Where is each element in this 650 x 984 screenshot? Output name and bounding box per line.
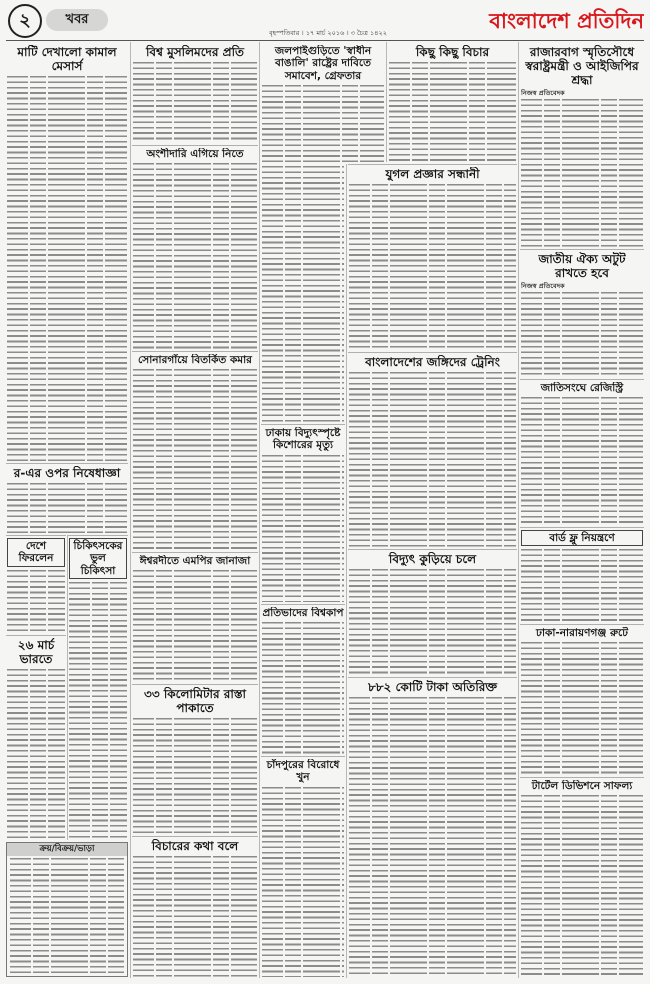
- article-muslims: [132, 43, 258, 143]
- article-unity: [520, 249, 644, 377]
- article-body-text: [349, 372, 516, 547]
- article-body-text: [7, 669, 65, 840]
- headline: মাটি দেখালো কামাল মেসার্স: [17, 45, 117, 74]
- column-rule: [259, 42, 260, 978]
- headline: চাঁদপুরের বিরোধে খুন: [266, 759, 340, 784]
- article-birdflu: [520, 527, 644, 622]
- column-rule: [518, 42, 519, 978]
- headline: যুগল প্রজ্ঞার সন্ধানী: [385, 167, 480, 181]
- article-body-text: [133, 718, 257, 834]
- article-couple: [348, 164, 517, 350]
- headline: কিছু কিছু বিচার: [415, 45, 490, 59]
- page-number-badge: ২: [8, 4, 42, 38]
- article-verdicts: [388, 43, 517, 162]
- classifieds-listings: [10, 858, 124, 974]
- date-line: বৃহস্পতিবার । ১৭ মার্চ ২০১৬ । ৩ চৈত্র ১৪২২: [269, 29, 387, 37]
- article-body-text: [133, 369, 257, 550]
- article-body-text: [7, 570, 65, 633]
- article-raw-ban: [6, 463, 128, 533]
- article-body-text: [349, 184, 516, 350]
- headline: বিদ্যুৎ কুড়িয়ে চলে: [388, 552, 477, 566]
- headline: বাংলাদেশের জঙ্গিদের ট্রেনিং: [365, 355, 500, 369]
- article-body-text: [521, 99, 643, 247]
- headline: টার্টেল ডিভিশনে সাফল্য: [531, 780, 633, 792]
- article-body-text: [7, 76, 127, 461]
- headline: বিশ্ব মুসলিমদের প্রতি: [145, 45, 245, 59]
- column-rule: [386, 42, 387, 162]
- headline: ঈশ্বরদীতে এমপির জানাজা: [139, 555, 251, 567]
- article-returned: [6, 535, 66, 633]
- headline: চিকিৎসকের ভুল চিকিৎসা: [69, 538, 127, 579]
- headline: সোনারগাঁয়ে বিতর্কিত কমার: [138, 354, 252, 366]
- headline: রাজারবাগ স্মৃতিসৌধে স্বরাষ্ট্রমন্ত্রী ও আইজিপির শ্রদ্ধা: [525, 45, 639, 88]
- masthead-logo: বাংলাদেশ প্রতিদিন: [489, 9, 644, 33]
- headline: ২৬ মার্চ ভারতে: [17, 638, 55, 667]
- article-body-text: [133, 163, 257, 349]
- article-body-text: [262, 455, 344, 602]
- headline: জাতিসংঘে রেজিস্ট্রি: [540, 382, 624, 394]
- article-jalpaiguri: [261, 43, 385, 162]
- classifieds-heading: ক্রয়/বিক্রয়/ভাড়া: [7, 843, 127, 856]
- article-partnership: [132, 145, 258, 349]
- byline: নিজস্ব প্রতিবেদক: [521, 89, 565, 98]
- article-rajarbagh: [520, 43, 644, 247]
- article-body-text: [133, 856, 257, 977]
- article-jalpaiguri-continued: [261, 164, 345, 422]
- article-sonargaon: [132, 351, 258, 550]
- article-march26: [6, 635, 66, 840]
- article-body-text: [133, 570, 257, 682]
- article-turtle: [520, 777, 644, 977]
- classifieds-box: [6, 842, 128, 977]
- article-electricity: [348, 549, 517, 675]
- headline: দেশে ফিরলেন: [7, 538, 65, 567]
- headline: র-এর ওপর নিষেধাজ্ঞা: [13, 466, 121, 480]
- article-body-text: [262, 787, 344, 977]
- headline: প্রতিভাদের বিশ্বকাপ: [262, 607, 344, 619]
- article-body-text: [349, 569, 516, 675]
- headline: বার্ড ফ্লু নিয়ন্ত্রণে: [521, 530, 643, 546]
- headline: জলপাইগুড়িতে 'স্বাধীন বাঙালি' রাষ্ট্রের দাবিতে সমাবেশ, গ্রেফতার: [274, 45, 372, 82]
- headline: ঢাকায় বিদ্যুৎস্পৃষ্টে কিশোরের মৃত্যু: [265, 427, 341, 452]
- article-body-text: [69, 582, 127, 840]
- article-body-text: [7, 483, 127, 533]
- headline: জাতীয় ঐক্য অটুট রাখতে হবে: [538, 252, 626, 281]
- article-body-text: [262, 166, 344, 422]
- article-body-text: [521, 397, 643, 525]
- article-justice-talk: [132, 836, 258, 977]
- article-body-text: [521, 795, 643, 977]
- headline: বিচারের কথা বলে: [151, 839, 239, 853]
- article-un: [520, 379, 644, 525]
- article-body-text: [262, 622, 344, 754]
- headline: ৮৮২ কোটি টাকা অতিরিক্ত: [367, 680, 498, 694]
- column-rule: [130, 42, 131, 978]
- article-body-text: [521, 549, 643, 622]
- header-rule: [6, 40, 644, 41]
- article-taka882: [348, 677, 517, 977]
- article-kamal: [6, 43, 128, 461]
- section-label: খবর: [46, 9, 108, 31]
- article-doctor: [68, 535, 128, 840]
- article-chandpur: [261, 756, 345, 977]
- article-dhaka-narayanganj: [520, 624, 644, 775]
- headline: ঢাকা-নারায়ণগঞ্জ রুটে: [536, 627, 628, 639]
- article-body-text: [349, 697, 516, 977]
- article-road33: [132, 684, 258, 834]
- article-body-text: [521, 292, 643, 377]
- headline: অংশীদারি এগিয়ে নিতে: [146, 148, 244, 160]
- byline: নিজস্ব প্রতিবেদক: [521, 282, 565, 291]
- article-body-text: [389, 62, 516, 162]
- article-ishwardi: [132, 552, 258, 682]
- article-electrocution: [261, 424, 345, 602]
- article-body-text: [133, 62, 257, 143]
- headline: ৩৩ কিলোমিটার রাস্তা পাকাতে: [144, 687, 246, 716]
- article-militants: [348, 352, 517, 547]
- article-body-text: [521, 642, 643, 775]
- article-talent: [261, 604, 345, 754]
- article-body-text: [262, 85, 384, 162]
- column-rule: [346, 164, 347, 978]
